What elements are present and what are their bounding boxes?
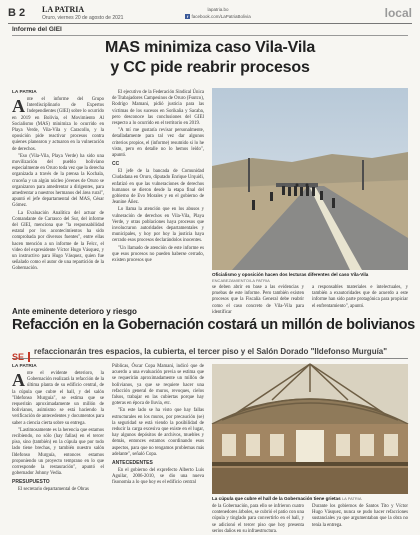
story2-subheadline <box>12 347 408 362</box>
story2-headline: Refacción en la Gobernación costará un millón de bolivianos <box>12 317 415 333</box>
issue-date: Oruro, viernes 20 de agosto de 2021 <box>42 15 124 21</box>
story1-paragraph: nte el informe del Grupo Interdisciplinario de Expertos Independientes (GIEI) sobre lo ocurrido en 2019 en Bolivia, el Movimiento Al Socialismo (MAS) minimiza lo ocurrido en Playa Verde, Vila-Vila y Caracollo, y la oposición pide reactivar procesos contra quienes planearon y actuaron en la vulneración de derechos. <box>12 97 104 152</box>
story1-column-1 <box>12 90 104 300</box>
subhead-tag: SE <box>12 352 30 362</box>
story1-paragraph: "A mí me gustaría revisar personalmente, detalladamente para tal vez dar algunos criterios propios, el (informe) resumido si lo he visto, pero en detalle no lo hemos leído", apuntó. <box>112 128 204 159</box>
story2-paragraph: Públicas, Óscar Copa Mamani, indicó que de acuerdo a una evaluación previa se estima que se requerirán aproximadamente un millón de bolivianos, ya que se requiere hacer una refacción general de muros, revoques, cielos falsos, trabajar en las cubiertas porque hay goteras en época de lluvia, etc. <box>112 364 204 407</box>
story2-photo-caption-line <box>212 496 408 501</box>
kicker-divider <box>12 35 408 36</box>
story2-photo <box>212 364 408 494</box>
website-link[interactable]: lapatria.bo <box>207 7 229 12</box>
drop-cap: A <box>12 370 25 390</box>
story2-column-2 <box>112 364 204 532</box>
story2-photo-credit: LA PATRIA <box>341 496 362 501</box>
story1-headline-line2: y CC pide reabrir procesos <box>110 59 310 76</box>
story1-paragraph: El jefe de la bancada de Comunidad Ciudadana en Oruro, diputado Enrique Urquidi, enfatizó en que las vulneraciones de derechos humanos se dieron desde la etapa final del gobierno de Evo Morales y en el gobierno de Jeanine Áñez. <box>112 169 204 206</box>
story1-column-3 <box>212 285 304 315</box>
story2-subhead: PRESUPUESTO <box>12 479 50 486</box>
story1-kicker: Informe del GIEI <box>12 26 62 33</box>
story1-paragraph: La Evaluación Analítica del actuar de Comandante de Carrasco del Sur, del informe del GIEI, menciona que "la responsabilidad estatal por los acontecimientos ha sido comprobada por diversos fuentes", entre ellas hacen mención a un informe de la Felcc, el video del expresidente Víctor Hugo Vásquez, y un instructivo para Hugo Vásquez, quien fue señalado como el autor de una repartición de la Gobernación. <box>12 210 104 272</box>
story1-photo-credit: ENCABEZAMIENTO/LA PATRIA <box>212 278 270 283</box>
dome-hall-image <box>212 364 408 494</box>
page-header <box>8 4 412 24</box>
highway-scene-image <box>212 88 408 270</box>
story1-paragraph: se deben abrir en base a las evidencias y pruebas de este informe. Pero también existen procesos que la Fiscalía General debe reabrir como el caso concreto de Vila-Vila para identificar <box>212 285 304 315</box>
story1-column-4 <box>312 285 408 307</box>
story2-subhead: ANTECEDENTES <box>112 460 153 467</box>
story2-column-4 <box>312 504 408 532</box>
story2-paragraph: En el gobierno del exprefecto Alberto Luis Aguilar, 2006-2010, se dio una nueva fisonomía a lo que hoy es el edificio central <box>112 468 204 486</box>
story2-paragraph: "Lastimosamente es la herencia que estamos recibiendo, no sólo (hay fallas) en el tercer piso, sino (también) en la cúpula que por todo lado tiene brechas, y también nuestro salón Ildefonso Murguía, entonces estamos proponiendo un proyecto temprano en lo que corresponde la restauración", apuntó el gobernador Johnny Vedia. <box>12 427 104 477</box>
story2-paragraph: El secretario departamental de Obras <box>18 487 89 493</box>
story1-subhead: CC <box>112 161 120 168</box>
story2-paragraph: nte el evidente deterioro, la Gobernación realizará la refacción de la última planta de su edificio central, de la cúpula que cubre el hall, y del salón "Ildefonso Murguía", se estima que se requerirán aproximadamente un millón de bolivianos, asimismo se está haciendo la verificación de antecedentes y documentos para saber a ciencia cierta sobre su entrega. <box>12 371 104 426</box>
story2-kicker: Ante eminente deterioro y riesgo <box>12 307 137 316</box>
story1-paragraph: "Eso (Vila-Vila, Playa Verde) ha sido una movilización del pueblo boliviano especialmente en Oruro toda vez que la derecha organizada a través de la prensa la Kochala, cruceña y un algún núcleo jóvenes de Oruro se organizaron para amedrentar a dirigentes, para amedrentar a nuestros hermanos del área rural", apuntó el jefe departamental del MAS, César Gómez. <box>12 153 104 209</box>
story2-column-3 <box>212 504 304 532</box>
story1-headline-line1: MAS minimiza caso Vila-Vila <box>104 39 316 56</box>
story1-photo-caption: Oficialismo y oposición hacen dos lecturas diferentes del caso Vila-Vila <box>212 272 369 277</box>
story1-paragraph: El ejecutivo de la Federación Sindical Única de Trabajadores Campesinos de Oruro (Fsutco), Rodrigo Mamani, pidió justicia para las víctimas de los sucesos en Sorikaña y Sacaba, pero desconoce las conclusiones del GIEI respecto a lo ocurrido en el territorio en 2019. <box>112 90 204 127</box>
story1-paragraph: a responsables materiales e intelectuales, y también a exautoridades que de acuerdo a este informe han sido parte protagónica para propiciar el enfrentamiento", apuntó. <box>312 285 408 309</box>
story2-column-1 <box>12 364 104 532</box>
page-number: B 2 <box>8 7 26 19</box>
story1-column-2 <box>112 90 204 300</box>
facebook-icon: f <box>187 14 189 20</box>
story2-paragraph: "En este lado se ha visto que hay fallas estructurales en los muros, por precaución (se) la seguridad se está viendo la posibilidad de reducir la carga excesiva que existe en el lugar, hay algunos depósitos de archivos, muebles y demás, entonces estamos coordinando esos aspectos, para que no tengamos problemas más adelante", señaló Copa. <box>112 408 204 457</box>
story2-dateline: LA PATRIA <box>12 364 37 369</box>
story2-photo-caption: La cúpula que cubre el hall de la Gobernación tiene grietas <box>212 496 341 501</box>
section-name: local <box>384 6 412 20</box>
story1-paragraph: Lo llama la atención que en los abusos y vulneración de derechos en Vila-Vila, Playa Verde, y otras poblaciones haya procesos que involucraron autoridades departamentales y municipales, y hoy por hoy la justicia haya cerrado esos procesos declarándolos inocentes. <box>112 207 204 244</box>
subhead-text: refaccionarán tres espacios, la cubierta, el tercer piso y el Salón Dorado "Ildefonso Murguía" <box>34 347 388 356</box>
facebook-link[interactable] <box>178 14 258 19</box>
story2-paragraph: de la Gobernación, para ello se infrieron cuatro contenedores árboles, se cubrió el patio con una cúpula y tinglado para convertirlo en el hall, y se adicionó el tercer piso que hoy presenta serios daños en su infraestructura. <box>212 504 304 534</box>
newspaper-name: LA PATRIA <box>42 5 85 14</box>
story1-dateline: LA PATRIA <box>12 90 37 95</box>
story1-photo <box>212 88 408 270</box>
story2-paragraph: Durante los gobiernos de Santos Tito y Víctor Hugo Vásquez, nunca se pudo hacer refacciones sustanciales ya que argumentaban que la obra no tenía la entrega. <box>312 504 408 528</box>
drop-cap: A <box>12 96 25 116</box>
story1-paragraph: "Un llamado de atención de este informe es que esos procesos no pueden haberse cerrado, existen procesos que <box>112 245 204 264</box>
facebook-url: facebook.com/LaPatriaBolivia <box>191 14 251 19</box>
